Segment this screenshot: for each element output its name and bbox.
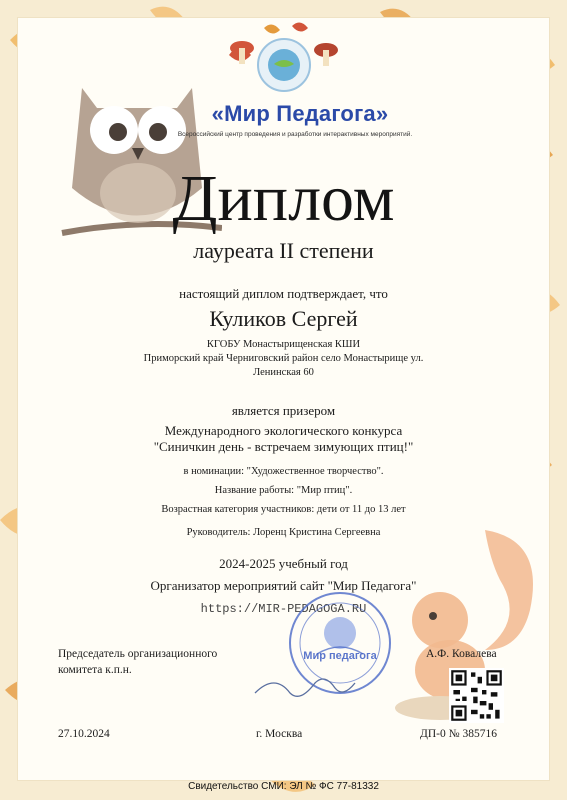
contest-line-1: Международного экологического конкурса — [164, 423, 403, 438]
chair-title-line-1: Председатель организационного — [58, 648, 218, 660]
school-year: 2024-2025 учебный год — [219, 556, 348, 571]
confirm-text: настоящий диплом подтверждает, что — [179, 286, 388, 301]
diploma-title: Диплом — [172, 162, 395, 235]
contest-line-2: "Синичкин день - встречаем зимующих птиц!" — [153, 439, 414, 454]
chair-title-line-2: комитета к.п.н. — [58, 664, 132, 676]
diploma-number: ДП-0 № 385716 — [420, 728, 497, 740]
nomination: в номинации: "Художественное творчество". — [183, 466, 384, 477]
address-line-2: Ленинская 60 — [253, 367, 314, 378]
address-line-1: Приморский край Черниговский район село Монастырище ул. — [143, 353, 424, 364]
media-certificate: Свидетельство СМИ: ЭЛ № ФС 77-81332 — [188, 781, 379, 792]
age-category: Возрастная категория участников: дети от 11 до 13 лет — [161, 504, 406, 515]
brand-subtitle: Всероссийский центр проведения и разработки интерактивных мероприятий. — [177, 131, 413, 138]
organizer: Организатор мероприятий сайт "Мир Педагога" — [150, 578, 417, 593]
chair-name: А.Ф. Ковалева — [426, 648, 497, 660]
stamp-label: Мир педагога — [303, 650, 377, 662]
issue-city: г. Москва — [256, 728, 303, 740]
signature — [250, 668, 360, 708]
school-name: КГОБУ Монастырищенская КШИ — [206, 339, 361, 350]
work-title: Название работы: "Мир птиц". — [214, 485, 353, 496]
qr-code — [449, 668, 504, 723]
issue-date: 27.10.2024 — [58, 728, 110, 740]
diploma-degree: лауреата II степени — [193, 238, 374, 263]
site-url: https://MIR-PEDAGOGA.RU — [200, 602, 367, 616]
logo-illustration — [224, 20, 344, 100]
recipient-name: Куликов Сергей — [209, 306, 358, 331]
brand-name: «Мир Педагога» — [211, 101, 389, 126]
supervisor: Руководитель: Лоренц Кристина Сергеевна — [186, 527, 381, 538]
status-text: является призером — [231, 403, 336, 418]
